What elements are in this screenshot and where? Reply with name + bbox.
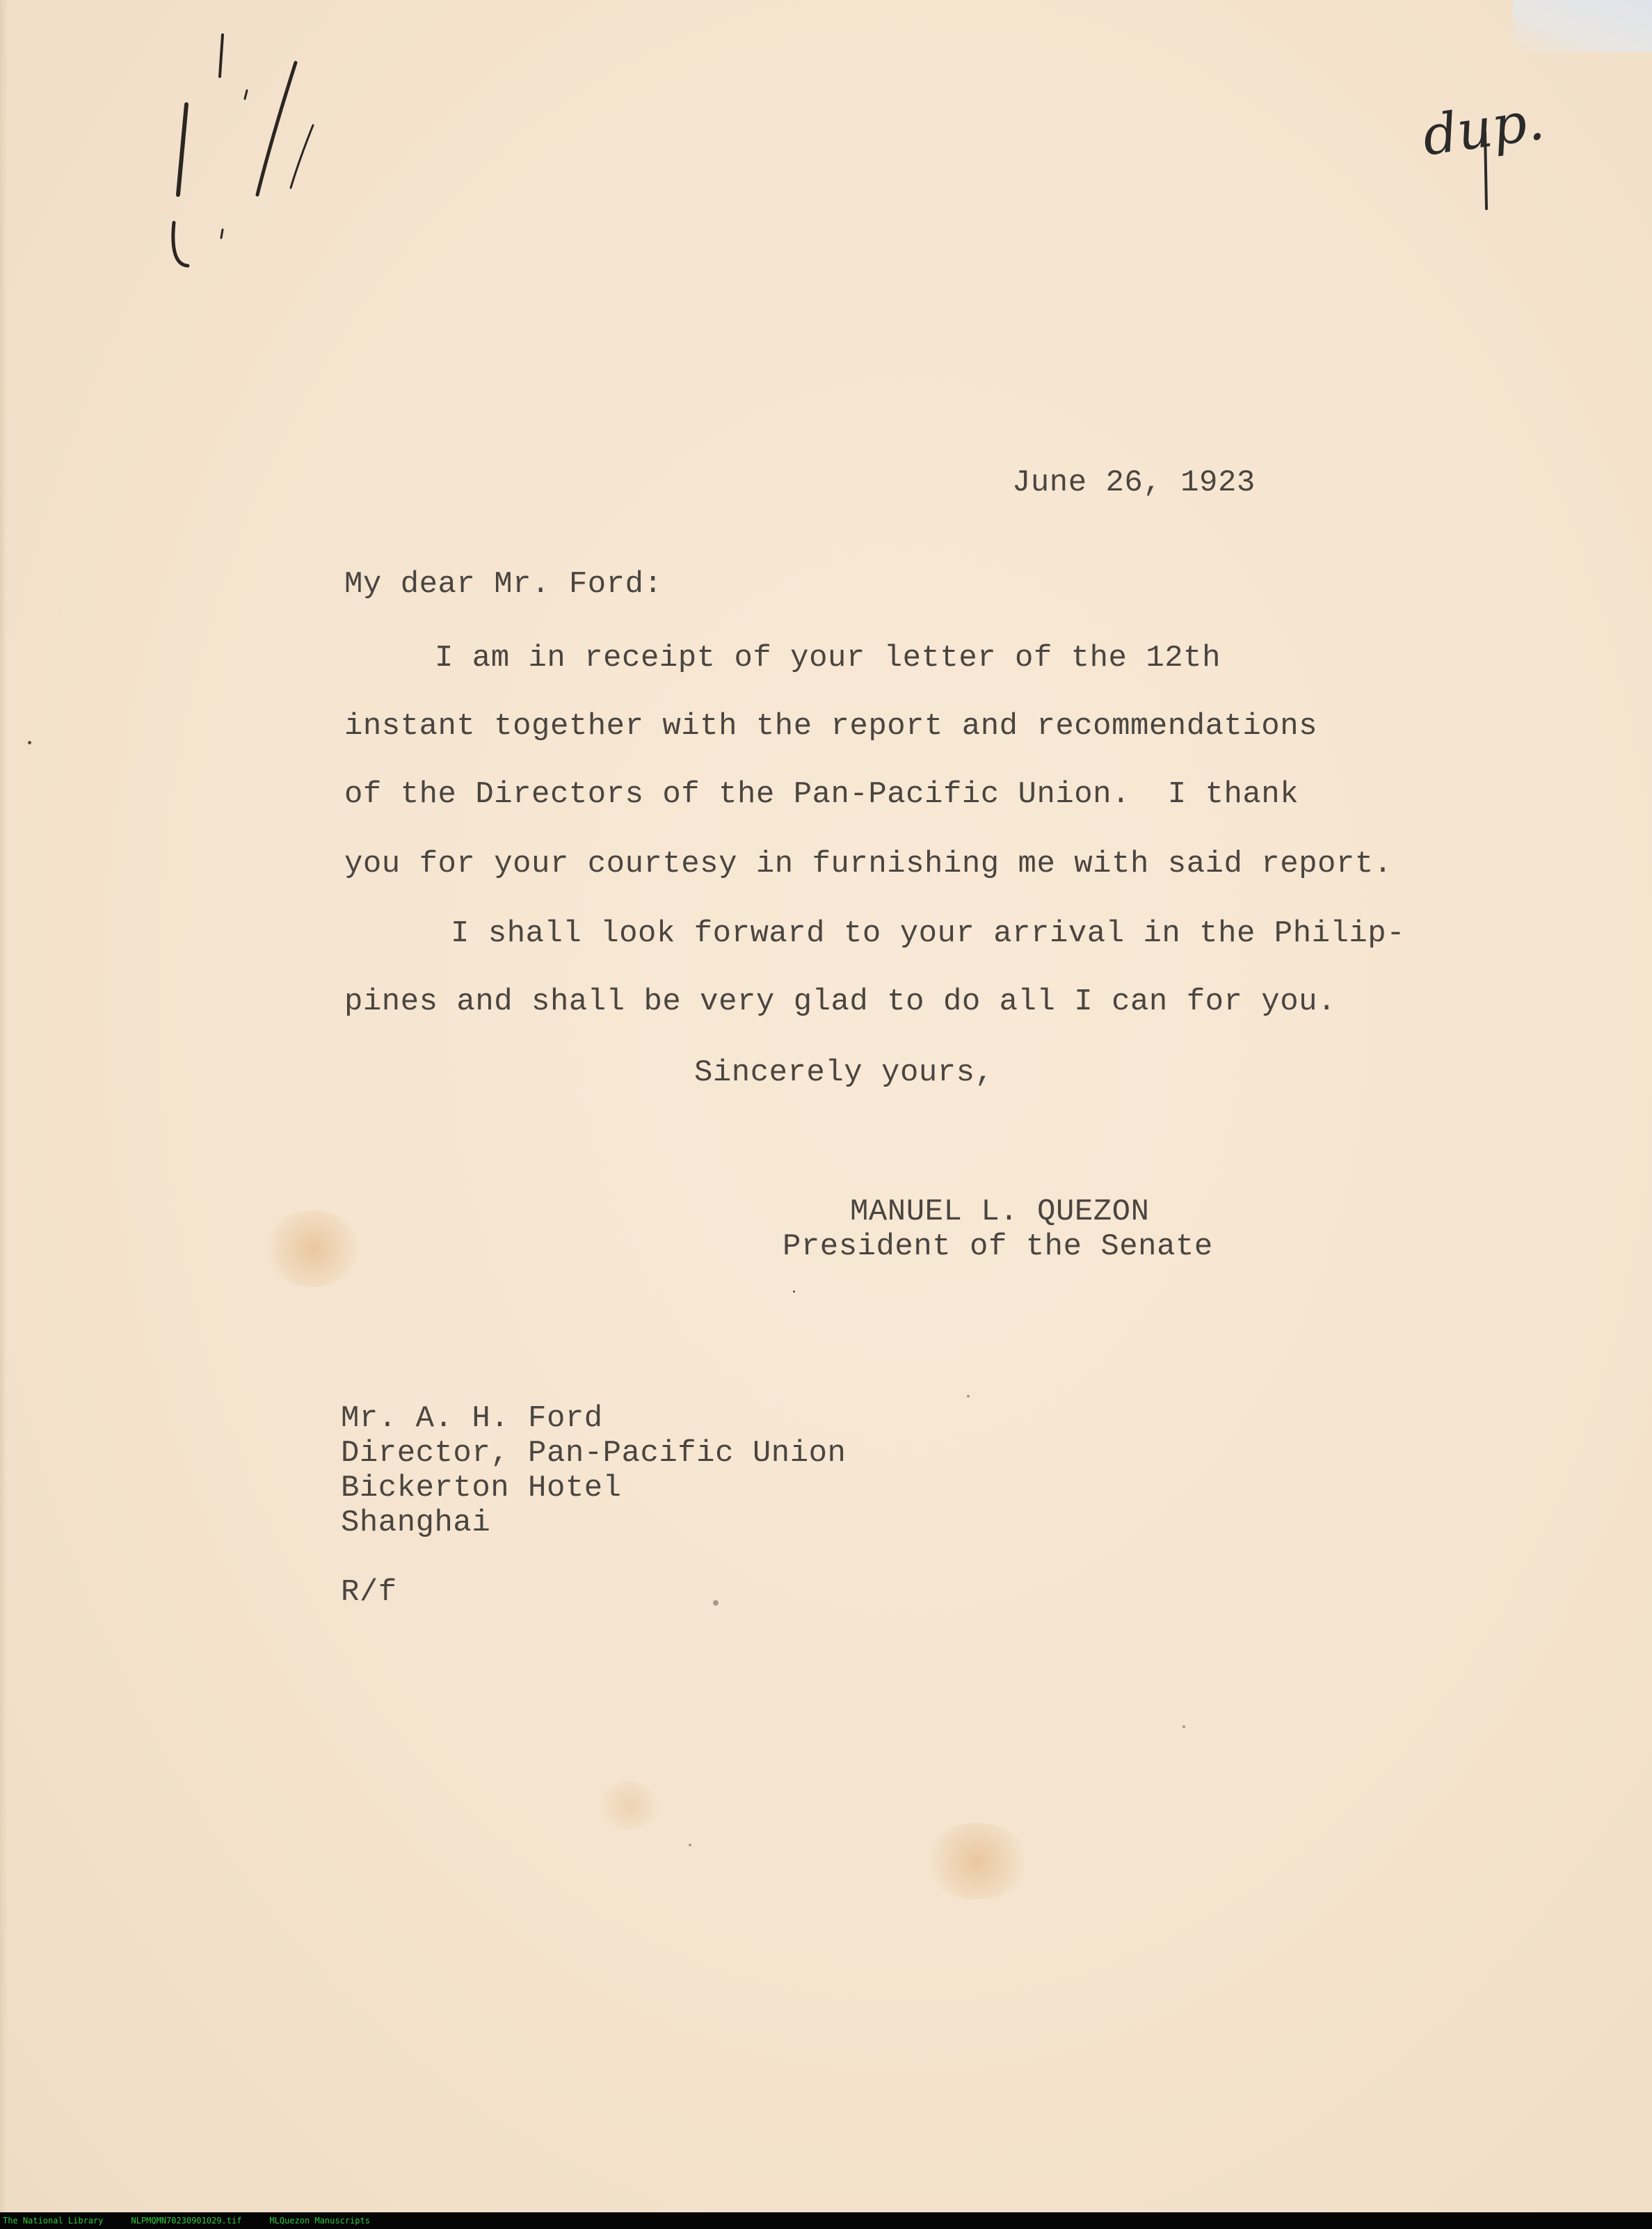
paper-speck [28,741,31,744]
signatory-title: President of the Senate [783,1229,1213,1264]
footer-collection: MLQuezon Manuscripts [269,2216,370,2226]
footer-institution: The National Library [3,2216,104,2226]
recipient-line: Director, Pan-Pacific Union [341,1436,847,1471]
recipient-line: Shanghai [341,1505,491,1540]
pencil-marks-icon [153,21,348,285]
handwritten-dup-note: dup. [1418,89,1548,168]
body-line: of the Directors of the Pan-Pacific Union. I thank [344,777,1299,812]
foxing-stain [598,1781,661,1830]
body-line: pines and shall be very glad to do all I can for you. [344,984,1336,1019]
paper-left-edge [0,0,7,2212]
body-line: I am in receipt of your letter of the 12th [435,641,1221,676]
paper-speck [713,1600,719,1606]
signatory-name: MANUEL L. QUEZON [850,1195,1150,1229]
letter-date: June 26, 1923 [1012,465,1256,500]
letter-salutation: My dear Mr. Ford: [344,567,663,602]
scan-corner-edge [1513,0,1652,52]
paper-speck [689,1844,691,1846]
letter-closing: Sincerely yours, [694,1055,994,1090]
handwritten-stroke-icon [1478,129,1492,212]
recipient-line: Bickerton Hotel [341,1471,622,1505]
footer-filename: NLPMQMN70230901029.tif [131,2216,242,2226]
paper-speck [967,1395,970,1398]
paper-speck [1182,1725,1185,1728]
body-line: you for your courtesy in furnishing me with said report. [344,847,1393,881]
recipient-line: Mr. A. H. Ford [341,1401,603,1436]
body-line: instant together with the report and recommendations [344,709,1318,744]
body-line: I shall look forward to your arrival in the Philip- [451,916,1406,951]
scan-footer-bar [0,2212,1652,2229]
foxing-stain [264,1211,362,1287]
paper-speck [793,1291,795,1293]
foxing-stain [925,1823,1029,1899]
reference-initials: R/f [341,1575,397,1610]
